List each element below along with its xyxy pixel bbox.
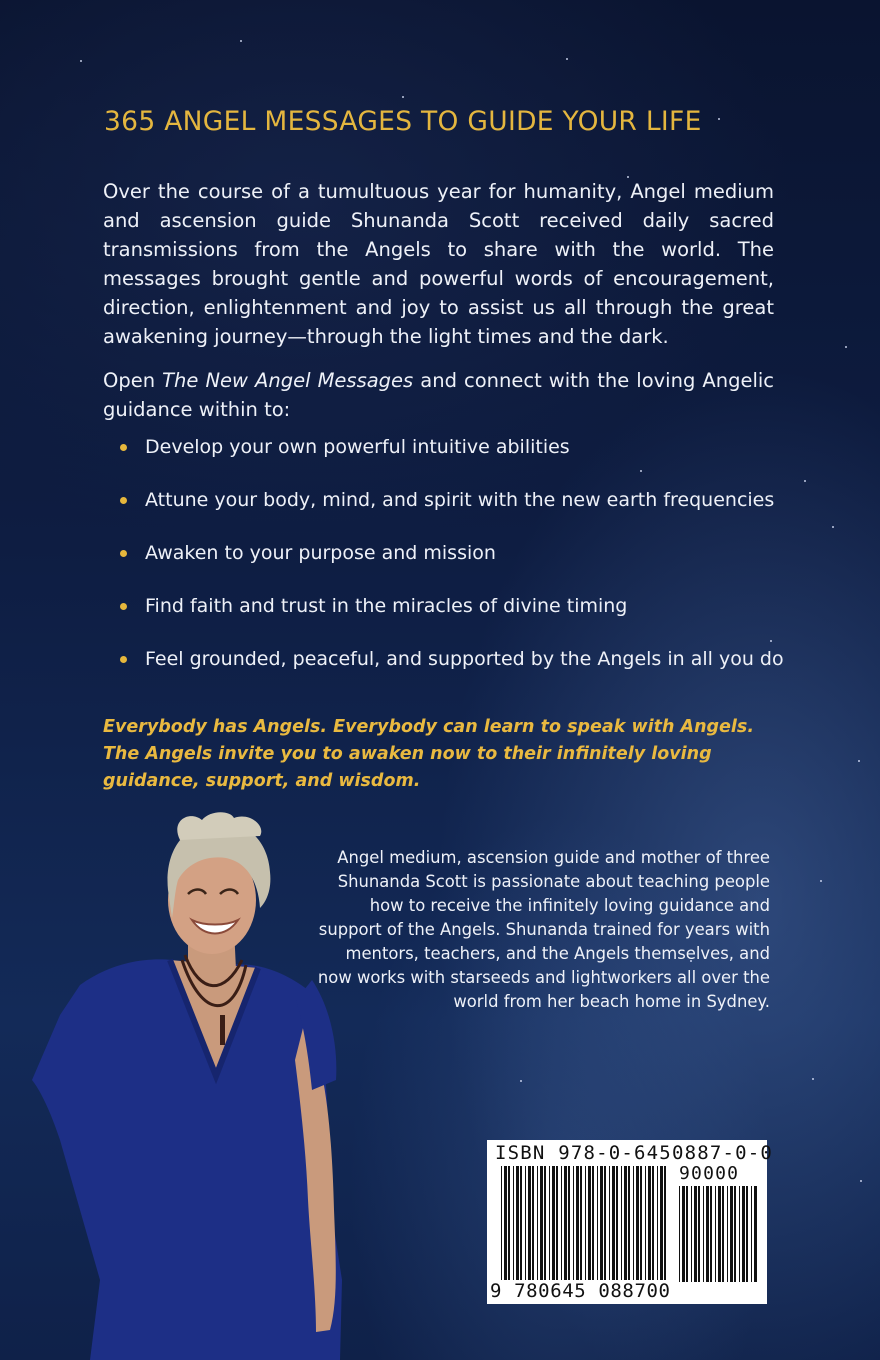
price-code: 90000 (679, 1163, 740, 1184)
barcode-bar (501, 1166, 502, 1282)
barcode-bar (636, 1166, 639, 1282)
barcode-bar (528, 1166, 531, 1282)
barcode-bar (730, 1186, 733, 1282)
star (845, 346, 847, 348)
barcode-bar (640, 1166, 642, 1282)
barcode-bar (525, 1166, 526, 1282)
barcode-bar (691, 1186, 692, 1282)
isbn-barcode (487, 1140, 774, 1304)
barcode-bar (718, 1186, 721, 1282)
barcode-bar (616, 1166, 618, 1282)
barcode-bar (592, 1166, 594, 1282)
list-item-text: Awaken to your purpose and mission (145, 542, 496, 564)
barcode-bar (609, 1166, 610, 1282)
barcode-bar (698, 1186, 700, 1282)
barcode-bar (561, 1166, 562, 1282)
bullet-dot-icon (120, 550, 127, 557)
bullet-dot-icon (120, 497, 127, 504)
barcode-bar (621, 1166, 622, 1282)
list-item (118, 486, 784, 539)
barcode-bar (540, 1166, 543, 1282)
bullet-dot-icon (120, 444, 127, 451)
barcode-bar (537, 1166, 538, 1282)
barcode-bar (520, 1166, 522, 1282)
list-item (118, 645, 784, 698)
barcode-bar (751, 1186, 752, 1282)
dress-shape (32, 959, 342, 1360)
barcode-bar (549, 1166, 550, 1282)
barcode-bar (648, 1166, 651, 1282)
star (832, 526, 834, 528)
barcode-bar (715, 1186, 716, 1282)
barcode-bar (739, 1186, 740, 1282)
barcode-bar (612, 1166, 615, 1282)
barcode-bar (544, 1166, 546, 1282)
ean-digits: 9 780645 088700 (490, 1280, 671, 1302)
barcode-bar (532, 1166, 534, 1282)
list-item (118, 592, 784, 645)
barcode-bar (568, 1166, 570, 1282)
barcode-bar (657, 1166, 658, 1282)
benefits-list (118, 433, 784, 698)
barcode-bar (703, 1186, 704, 1282)
barcode-bar (556, 1166, 558, 1282)
barcode-bar (694, 1186, 697, 1282)
list-item-text: Feel grounded, peaceful, and supported by the Angels in all you do (145, 648, 784, 670)
star (804, 480, 806, 482)
barcode-bar (573, 1166, 574, 1282)
barcode-bar (600, 1166, 603, 1282)
barcode-bar (513, 1166, 514, 1282)
barcode-bar (734, 1186, 736, 1282)
barcode-bar (508, 1166, 510, 1282)
barcode-bar (754, 1186, 757, 1282)
barcode-bar (585, 1166, 586, 1282)
bullet-dot-icon (120, 656, 127, 663)
star (812, 1078, 814, 1080)
star (566, 58, 568, 60)
barcode-bar (679, 1186, 680, 1282)
star (80, 60, 82, 62)
barcode-bar (576, 1166, 579, 1282)
barcode-bar (504, 1166, 507, 1282)
barcode-bar (628, 1166, 630, 1282)
barcode-bar (624, 1166, 627, 1282)
barcode-bar (664, 1166, 666, 1282)
star (402, 96, 404, 98)
barcode-bars-main (501, 1166, 667, 1282)
barcode-bar (722, 1186, 724, 1282)
barcode-bars-addon (679, 1186, 757, 1282)
barcode-bar (706, 1186, 709, 1282)
list-item (118, 539, 784, 592)
star (820, 880, 822, 882)
list-item-text: Attune your body, mind, and spirit with the new earth frequencies (145, 489, 775, 511)
barcode-bar (682, 1186, 685, 1282)
barcode-bar (742, 1186, 745, 1282)
bullet-dot-icon (120, 603, 127, 610)
star (860, 1180, 862, 1182)
barcode-bar (746, 1186, 748, 1282)
list-item (118, 433, 784, 486)
book-title: The New Angel Messages (162, 369, 414, 392)
open-paragraph (103, 366, 774, 424)
barcode-bar (686, 1186, 688, 1282)
barcode-bar (597, 1166, 598, 1282)
open-suffix: and connect with the loving Angelic guidance within to: (103, 369, 775, 421)
barcode-bar (652, 1166, 654, 1282)
barcode-bar (660, 1166, 663, 1282)
barcode-bar (516, 1166, 519, 1282)
open-prefix: Open (103, 369, 163, 392)
star (520, 1080, 522, 1082)
barcode-bar (633, 1166, 634, 1282)
tagline: Everybody has Angels. Everybody can learn to speak with Angels. The Angels invite you to awaken now to their infinitely loving guidance, support, and wisdom. (103, 717, 754, 791)
list-item-text: Find faith and trust in the miracles of divine timing (145, 595, 628, 617)
author-photo (20, 810, 350, 1360)
intro-paragraph: Over the course of a tumultuous year for humanity, Angel medium and ascension guide Shunanda Scott received daily sacred transmissions from the Angels to share with the world. The messages brought gentle and powerful words of encouragement, direction, enlightenment and joy to assist us all through the great awakening journey—through the light times and the dark. (103, 180, 774, 348)
barcode-bar (645, 1166, 646, 1282)
barcode-bar (564, 1166, 567, 1282)
list-item-text: Develop your own powerful intuitive abilities (145, 436, 570, 458)
barcode-bar (710, 1186, 712, 1282)
barcode-bar (604, 1166, 606, 1282)
star (858, 760, 860, 762)
barcode-bar (580, 1166, 582, 1282)
barcode-bar (588, 1166, 591, 1282)
barcode-bar (552, 1166, 555, 1282)
star (240, 40, 242, 42)
barcode-bar (727, 1186, 728, 1282)
isbn-number: ISBN 978-0-6450887-0-0 (495, 1142, 774, 1164)
headline: 365 ANGEL MESSAGES TO GUIDE YOUR LIFE (104, 106, 702, 137)
author-bio: Angel medium, ascension guide and mother of three Shunanda Scott is passionate about teaching people how to receive the infinitely loving guidance and support of the Angels. Shunanda trained for years with mentors, teachers, and the Angels themselves, and now works with starseeds and lightworkers all over the world from her beach home in Sydney. (317, 848, 770, 1011)
